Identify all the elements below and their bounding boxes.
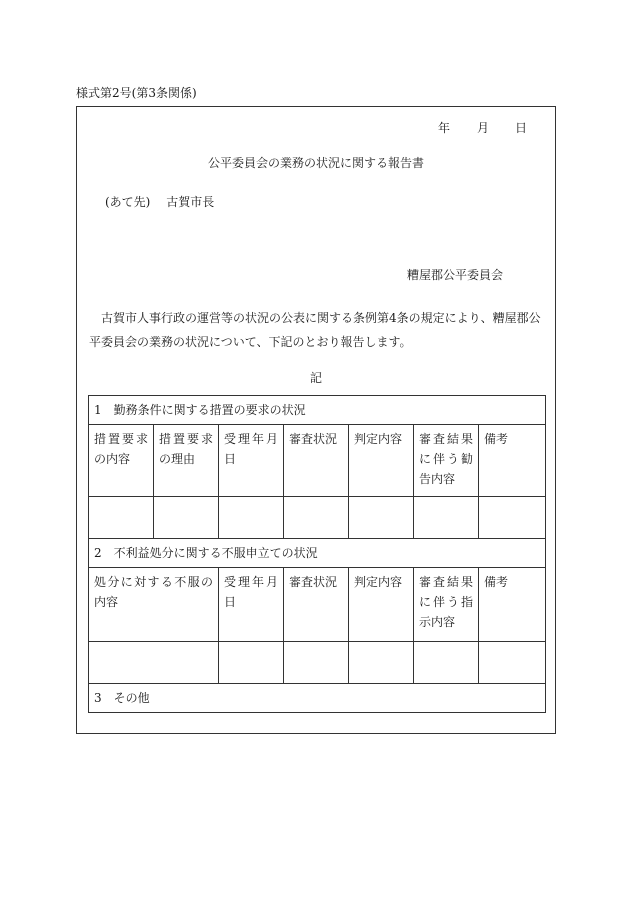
header-line: 措置要求 <box>94 432 148 446</box>
section-2-header-row <box>89 568 546 642</box>
report-table <box>88 395 546 713</box>
header-cell <box>154 425 219 497</box>
entry-cell[interactable] <box>219 642 284 684</box>
body-text: 古賀市人事行政の運営等の状況の公表に関する条例第4条の規定により、糟屋郡公平委員会の業務の状況について、下記のとおり報告します。 <box>89 311 541 349</box>
entry-cell[interactable] <box>89 497 154 539</box>
header-cell <box>284 568 349 642</box>
header-line: 審査結果 <box>419 575 473 589</box>
header-cell <box>414 425 479 497</box>
entry-cell[interactable] <box>284 497 349 539</box>
header-line: 判定内容 <box>354 575 403 589</box>
header-line: 審査結果 <box>419 432 473 446</box>
header-line: 日 <box>224 595 237 609</box>
header-line: 受理年月 <box>224 575 278 589</box>
header-line: 備考 <box>484 432 509 446</box>
section-1-header-row <box>89 425 546 497</box>
entry-cell[interactable] <box>284 642 349 684</box>
header-line: に伴う勧 <box>419 452 473 466</box>
header-line: 受理年月 <box>224 432 278 446</box>
header-cell <box>219 568 284 642</box>
header-cell <box>219 425 284 497</box>
header-line: 日 <box>224 452 237 466</box>
header-cell <box>89 568 219 642</box>
entry-cell[interactable] <box>414 642 479 684</box>
header-line: 審査状況 <box>289 575 338 589</box>
entry-cell[interactable] <box>414 497 479 539</box>
header-cell <box>479 568 546 642</box>
section-3-title: その他 <box>113 691 150 705</box>
section-2-row <box>89 539 546 568</box>
header-cell <box>284 425 349 497</box>
section-3-row <box>89 684 546 713</box>
entry-cell[interactable] <box>219 497 284 539</box>
section-1-title-cell <box>89 396 546 425</box>
header-line: 示内容 <box>419 615 456 629</box>
section-1-title: 勤務条件に関する措置の要求の状況 <box>113 403 306 417</box>
header-line: の内容 <box>94 452 131 466</box>
sender-name: 糟屋郡公平委員会 <box>406 268 503 282</box>
date-line <box>438 119 527 136</box>
header-line: 備考 <box>484 575 509 589</box>
entry-cell[interactable] <box>154 497 219 539</box>
header-line: 措置要求 <box>159 432 213 446</box>
section-2-title: 不利益処分に関する不服申立ての状況 <box>113 546 318 560</box>
header-cell <box>349 425 414 497</box>
section-1-entry-row <box>89 497 546 539</box>
form-number: 様式第2号(第3条関係) <box>76 86 197 100</box>
section-3-title-cell[interactable] <box>89 684 546 713</box>
date-day: 日 <box>514 121 527 135</box>
entry-cell[interactable] <box>349 497 414 539</box>
date-year: 年 <box>437 121 450 135</box>
header-line: 告内容 <box>419 472 456 486</box>
entry-cell[interactable] <box>89 642 219 684</box>
section-2-title-cell <box>89 539 546 568</box>
section-2-number: 2 <box>94 546 102 560</box>
section-2-entry-row <box>89 642 546 684</box>
entry-cell[interactable] <box>479 642 546 684</box>
addressee-label: (あて先) <box>105 195 151 209</box>
header-cell <box>414 568 479 642</box>
header-cell <box>89 425 154 497</box>
header-line: 処分に対する不服の <box>94 575 213 589</box>
section-3-number: 3 <box>94 691 102 705</box>
header-cell <box>479 425 546 497</box>
ki-mark: 記 <box>309 371 322 385</box>
addressee-name: 古賀市長 <box>166 195 215 209</box>
report-frame <box>76 106 556 734</box>
section-1-number: 1 <box>94 403 102 417</box>
header-cell <box>349 568 414 642</box>
header-line: に伴う指 <box>419 595 473 609</box>
entry-cell[interactable] <box>479 497 546 539</box>
header-line: の理由 <box>159 452 196 466</box>
addressee <box>105 193 214 210</box>
date-month: 月 <box>476 121 489 135</box>
section-1-row <box>89 396 546 425</box>
header-line: 審査状況 <box>289 432 338 446</box>
header-line: 内容 <box>94 595 119 609</box>
document-title: 公平委員会の業務の状況に関する報告書 <box>207 156 424 170</box>
header-line: 判定内容 <box>354 432 403 446</box>
entry-cell[interactable] <box>349 642 414 684</box>
